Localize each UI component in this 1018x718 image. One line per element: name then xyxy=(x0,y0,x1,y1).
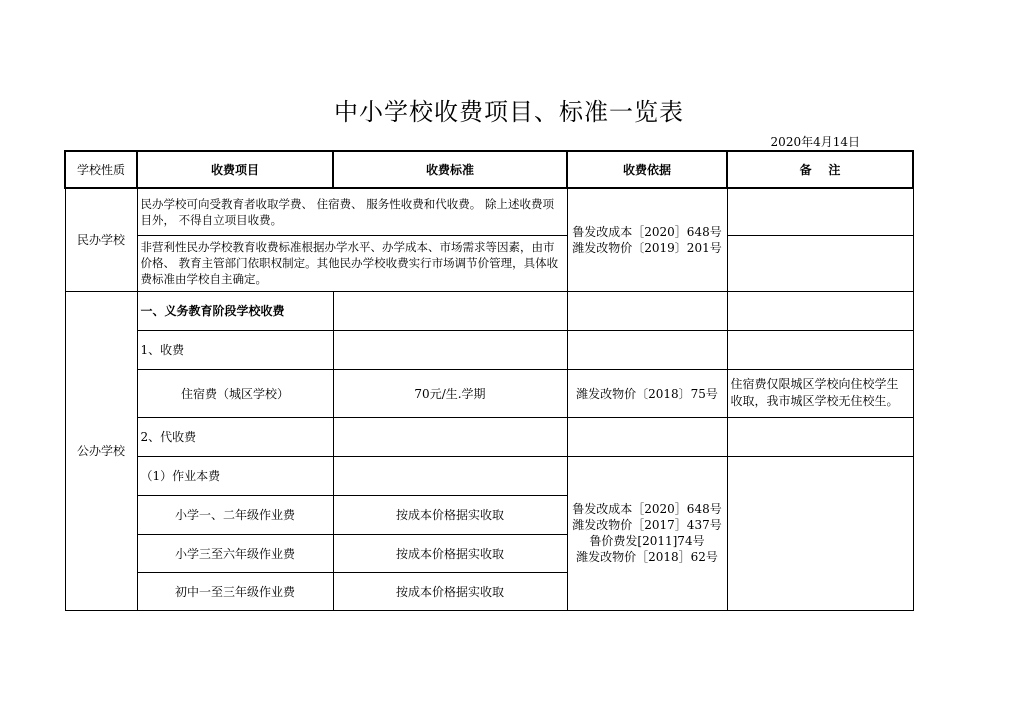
table-row xyxy=(65,330,913,369)
empty-cell xyxy=(567,291,727,330)
workbook-basis xyxy=(567,456,727,610)
private-school-note-1: 民办学校可向受教育者收取学费、 住宿费、 服务性收费和代收费。 除上述收费项目外， 不得自立项目收费。 xyxy=(137,188,567,235)
table-row xyxy=(65,235,913,291)
empty-cell xyxy=(727,291,913,330)
private-remark-2 xyxy=(727,235,913,291)
page-title: 中小学校收费项目、标准一览表 xyxy=(334,98,684,126)
workbook-remark xyxy=(727,456,913,610)
header-item: 收费项目 xyxy=(137,151,333,188)
empty-cell xyxy=(333,456,567,495)
workbook-basis-line: 潍发改物价［2017］437号 xyxy=(572,518,722,532)
fees-heading: 1、收费 xyxy=(137,330,333,369)
fee-table xyxy=(64,150,914,611)
table-row xyxy=(65,456,913,495)
dorm-fee-basis: 潍发改物价〔2018〕75号 xyxy=(567,369,727,417)
workbook-basis-line: 鲁价费发[2011]74号 xyxy=(589,534,705,548)
section-compulsory-education: 一、义务教育阶段学校收费 xyxy=(137,291,333,330)
header-school-type: 学校性质 xyxy=(65,151,137,188)
public-school-label: 公办学校 xyxy=(65,291,137,610)
workbook-item: 小学一、二年级作业费 xyxy=(137,495,333,534)
private-school-basis xyxy=(567,188,727,291)
private-school-label: 民办学校 xyxy=(65,188,137,291)
workbook-basis-line: 鲁发改成本［2020］648号 xyxy=(572,502,722,516)
private-remark-1 xyxy=(727,188,913,235)
header-basis: 收费依据 xyxy=(567,151,727,188)
dorm-fee-remark: 住宿费仅限城区学校向住校学生收取，我市城区学校无住校生。 xyxy=(727,369,913,417)
table-row xyxy=(65,188,913,235)
collection-heading: 2、代收费 xyxy=(137,417,333,456)
private-school-note-2: 非营利性民办学校教育收费标准根据办学水平、办学成本、市场需求等因素，由市价格、 教育主管部门依职权制定。其他民办学校收费实行市场调节价管理，具体收费标准由学校自主确定。 xyxy=(137,235,567,291)
workbook-item: 初中一至三年级作业费 xyxy=(137,572,333,610)
empty-cell xyxy=(567,330,727,369)
empty-cell xyxy=(567,417,727,456)
empty-cell xyxy=(727,417,913,456)
workbook-item: 小学三至六年级作业费 xyxy=(137,534,333,572)
empty-cell xyxy=(333,417,567,456)
table-row xyxy=(65,369,913,417)
header-remarks: 备 注 xyxy=(727,151,913,188)
empty-cell xyxy=(333,291,567,330)
table-row xyxy=(65,417,913,456)
table-row xyxy=(65,291,913,330)
dorm-fee-item: 住宿费（城区学校） xyxy=(137,369,333,417)
header-standard: 收费标准 xyxy=(333,151,567,188)
private-basis-line-2: 潍发改物价〔2019〕201号 xyxy=(572,240,722,255)
empty-cell xyxy=(333,330,567,369)
workbook-heading: （1）作业本费 xyxy=(137,456,333,495)
workbook-standard: 按成本价格据实收取 xyxy=(333,534,567,572)
document-date: 2020年4月14日 xyxy=(770,135,860,149)
workbook-basis-line: 潍发改物价［2018］62号 xyxy=(576,550,718,564)
private-basis-line-1: 鲁发改成本［2020］648号 xyxy=(572,224,722,239)
workbook-standard: 按成本价格据实收取 xyxy=(333,572,567,610)
table-header-row xyxy=(65,151,913,188)
empty-cell xyxy=(727,330,913,369)
workbook-standard: 按成本价格据实收取 xyxy=(333,495,567,534)
dorm-fee-standard: 70元/生.学期 xyxy=(333,369,567,417)
